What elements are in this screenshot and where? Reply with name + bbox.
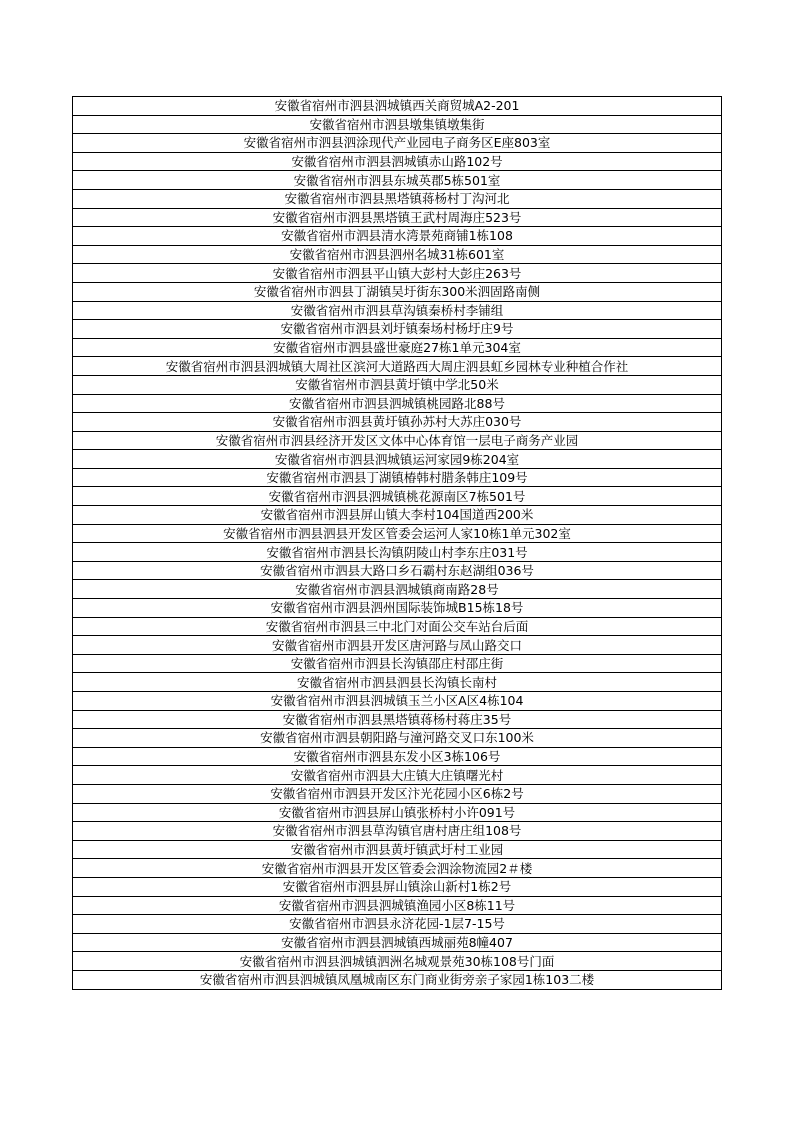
table-row (73, 134, 722, 153)
address-cell: 安徽省宿州市泗县泗州国际装饰城B15栋18号 (73, 599, 722, 618)
table-row (73, 729, 722, 748)
address-cell: 安徽省宿州市泗县黄圩镇武圩村工业园 (73, 840, 722, 859)
table-row (73, 431, 722, 450)
table-row (73, 506, 722, 525)
table-row (73, 320, 722, 339)
address-cell: 安徽省宿州市泗县泗涂现代产业园电子商务区E座803室 (73, 134, 722, 153)
address-cell: 安徽省宿州市泗县泗县长沟镇长南村 (73, 673, 722, 692)
table-row (73, 208, 722, 227)
table-row (73, 152, 722, 171)
table-row (73, 766, 722, 785)
address-cell: 安徽省宿州市泗县东城英郡5栋501室 (73, 171, 722, 190)
address-table-body (73, 97, 722, 990)
table-row (73, 524, 722, 543)
address-cell: 安徽省宿州市泗县泗城镇桃花源南区7栋501号 (73, 487, 722, 506)
address-cell: 安徽省宿州市泗县大庄镇大庄镇曙光村 (73, 766, 722, 785)
table-row (73, 673, 722, 692)
address-cell: 安徽省宿州市泗县泗城镇泗洲名城观景苑30栋108号门面 (73, 952, 722, 971)
table-row (73, 487, 722, 506)
table-row (73, 896, 722, 915)
address-cell: 安徽省宿州市泗县屏山镇涂山新村1栋2号 (73, 877, 722, 896)
address-cell: 安徽省宿州市泗县泗城镇西城丽苑8幢407 (73, 933, 722, 952)
address-cell: 安徽省宿州市泗县泗城镇玉兰小区A区4栋104 (73, 692, 722, 711)
address-cell: 安徽省宿州市泗县泗城镇大周社区滨河大道路西大周庄泗县虹乡园林专业种植合作社 (73, 357, 722, 376)
address-cell: 安徽省宿州市泗县开发区管委会泗涂物流园2＃楼 (73, 859, 722, 878)
address-cell: 安徽省宿州市泗县大路口乡石霸村东赵湖组036号 (73, 561, 722, 580)
table-row (73, 877, 722, 896)
table-row (73, 282, 722, 301)
address-cell: 安徽省宿州市泗县草沟镇秦桥村李铺组 (73, 301, 722, 320)
address-cell: 安徽省宿州市泗县丁湖镇椿韩村腊条韩庄109号 (73, 468, 722, 487)
table-row (73, 710, 722, 729)
table-row (73, 617, 722, 636)
table-row (73, 692, 722, 711)
table-row (73, 747, 722, 766)
address-cell: 安徽省宿州市泗县黑塔镇蒋杨村丁沟河北 (73, 189, 722, 208)
address-cell: 安徽省宿州市泗县开发区唐河路与凤山路交口 (73, 636, 722, 655)
address-cell: 安徽省宿州市泗县平山镇大彭村大彭庄263号 (73, 264, 722, 283)
address-cell: 安徽省宿州市泗县屏山镇张桥村小许091号 (73, 803, 722, 822)
address-cell: 安徽省宿州市泗县开发区汴光花园小区6栋2号 (73, 784, 722, 803)
address-cell: 安徽省宿州市泗县泗城镇渔园小区8栋11号 (73, 896, 722, 915)
address-cell: 安徽省宿州市泗县清水湾景苑商铺1栋108 (73, 227, 722, 246)
address-cell: 安徽省宿州市泗县泗城镇赤山路102号 (73, 152, 722, 171)
table-row (73, 933, 722, 952)
table-row (73, 301, 722, 320)
address-cell: 安徽省宿州市泗县草沟镇官唐村唐庄组108号 (73, 822, 722, 841)
address-cell: 安徽省宿州市泗县泗城镇西关商贸城A2-201 (73, 97, 722, 116)
table-row (73, 654, 722, 673)
address-cell: 安徽省宿州市泗县长沟镇阴陵山村李东庄031号 (73, 543, 722, 562)
table-row (73, 97, 722, 116)
address-table (72, 96, 722, 990)
table-row (73, 952, 722, 971)
address-cell: 安徽省宿州市泗县三中北门对面公交车站台后面 (73, 617, 722, 636)
address-cell: 安徽省宿州市泗县黑塔镇王武村周海庄523号 (73, 208, 722, 227)
address-cell: 安徽省宿州市泗县墩集镇墩集街 (73, 115, 722, 134)
address-cell: 安徽省宿州市泗县经济开发区文体中心体育馆一层电子商务产业园 (73, 431, 722, 450)
table-row (73, 636, 722, 655)
table-row (73, 264, 722, 283)
address-cell: 安徽省宿州市泗县丁湖镇吴圩街东300米泗固路南侧 (73, 282, 722, 301)
table-row (73, 803, 722, 822)
table-row (73, 970, 722, 989)
address-cell: 安徽省宿州市泗县朝阳路与潼河路交叉口东100米 (73, 729, 722, 748)
table-row (73, 413, 722, 432)
table-row (73, 822, 722, 841)
address-cell: 安徽省宿州市泗县黑塔镇蒋杨村蒋庄35号 (73, 710, 722, 729)
address-cell: 安徽省宿州市泗县东发小区3栋106号 (73, 747, 722, 766)
address-cell: 安徽省宿州市泗县屏山镇大李村104国道西200米 (73, 506, 722, 525)
table-row (73, 375, 722, 394)
address-cell: 安徽省宿州市泗县泗城镇桃园路北88号 (73, 394, 722, 413)
table-row (73, 859, 722, 878)
table-row (73, 171, 722, 190)
table-row (73, 468, 722, 487)
table-row (73, 227, 722, 246)
table-row (73, 840, 722, 859)
address-cell: 安徽省宿州市泗县泗城镇运河家园9栋204室 (73, 450, 722, 469)
address-cell: 安徽省宿州市泗县泗县开发区管委会运河人家10栋1单元302室 (73, 524, 722, 543)
address-cell: 安徽省宿州市泗县刘圩镇秦场村杨圩庄9号 (73, 320, 722, 339)
address-cell: 安徽省宿州市泗县永济花园-1层7-15号 (73, 915, 722, 934)
table-row (73, 450, 722, 469)
table-row (73, 245, 722, 264)
address-cell: 安徽省宿州市泗县黄圩镇孙苏村大苏庄030号 (73, 413, 722, 432)
address-cell: 安徽省宿州市泗县黄圩镇中学北50米 (73, 375, 722, 394)
table-row (73, 784, 722, 803)
table-row (73, 915, 722, 934)
table-row (73, 338, 722, 357)
table-row (73, 561, 722, 580)
address-cell: 安徽省宿州市泗县盛世豪庭27栋1单元304室 (73, 338, 722, 357)
table-row (73, 394, 722, 413)
table-row (73, 115, 722, 134)
table-row (73, 189, 722, 208)
table-row (73, 543, 722, 562)
address-cell: 安徽省宿州市泗县泗州名城31栋601室 (73, 245, 722, 264)
table-row (73, 357, 722, 376)
address-cell: 安徽省宿州市泗县泗城镇凤凰城南区东门商业街旁亲子家园1栋103二楼 (73, 970, 722, 989)
address-cell: 安徽省宿州市泗县长沟镇邵庄村邵庄街 (73, 654, 722, 673)
table-row (73, 599, 722, 618)
table-row (73, 580, 722, 599)
address-cell: 安徽省宿州市泗县泗城镇商南路28号 (73, 580, 722, 599)
